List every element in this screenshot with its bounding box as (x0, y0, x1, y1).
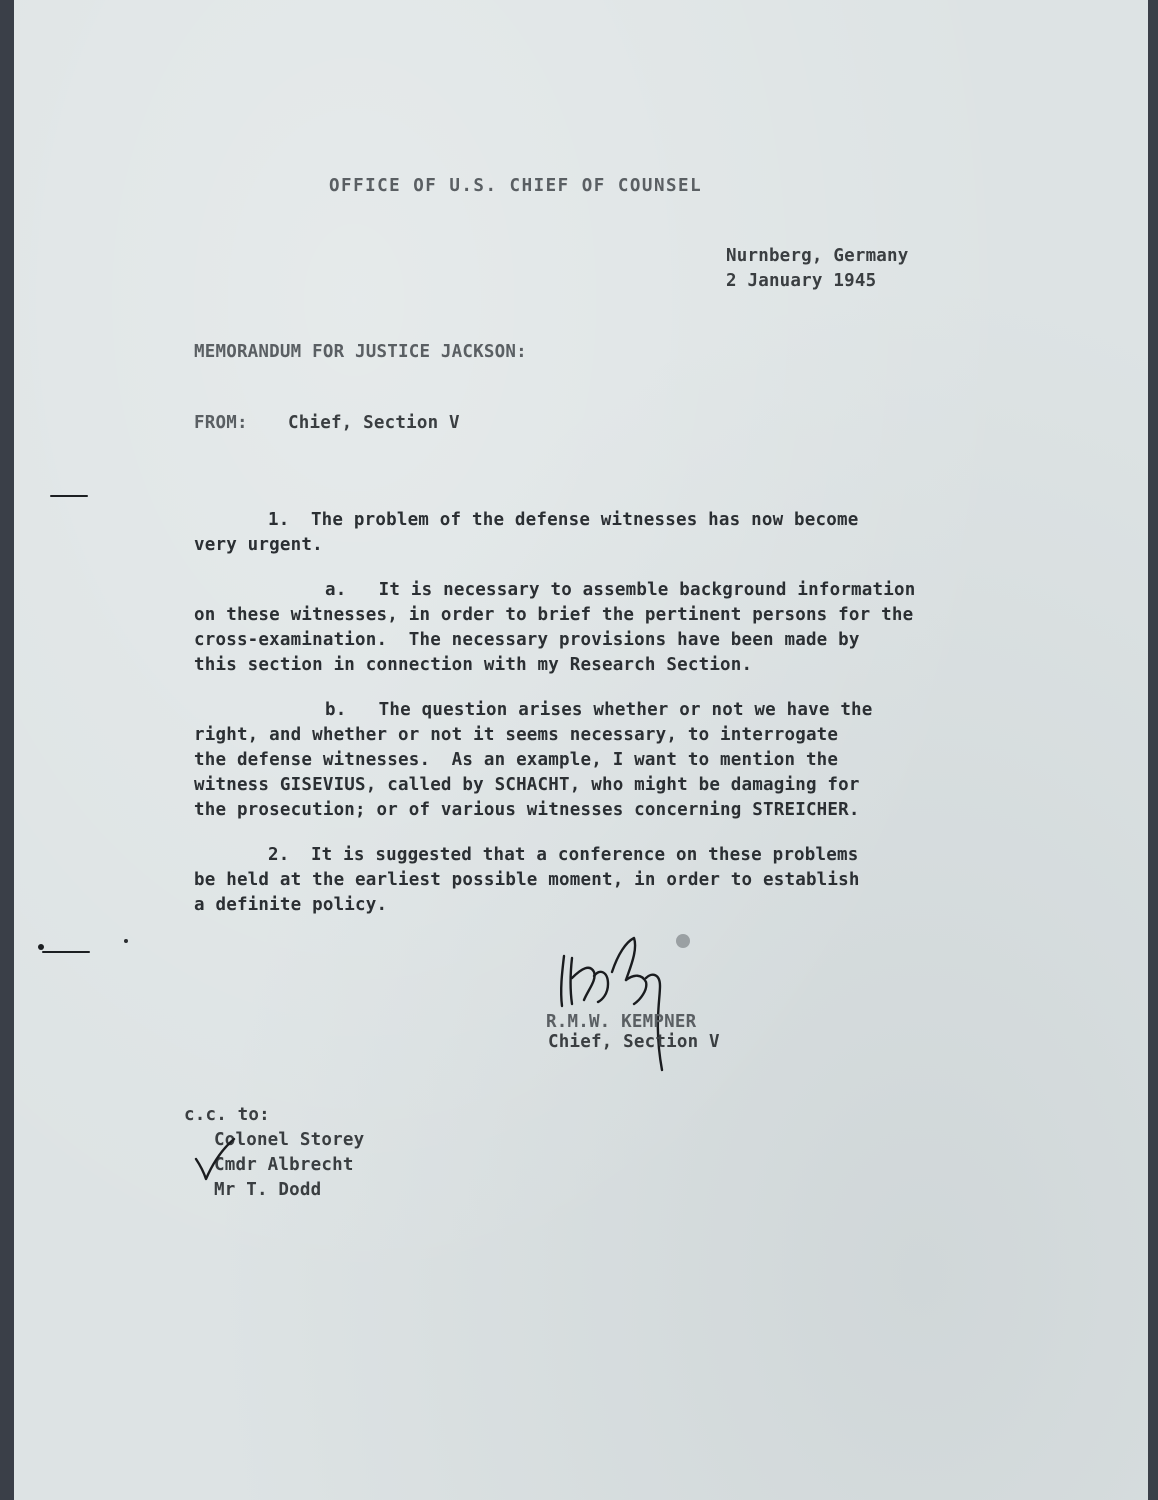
office-heading: OFFICE OF U.S. CHIEF OF COUNSEL (329, 176, 703, 196)
date-line: 2 January 1945 (726, 271, 877, 291)
para-b-line: witness GISEVIUS, called by SCHACHT, who might be damaging for (194, 775, 860, 795)
handwritten-signature (542, 928, 702, 1078)
signer-name: R.M.W. KEMPNER (546, 1012, 697, 1032)
para2-line: 2. It is suggested that a conference on these problems (268, 845, 859, 865)
memo-from-value: Chief, Section V (288, 413, 460, 433)
memo-to: MEMORANDUM FOR JUSTICE JACKSON: (194, 342, 527, 362)
margin-mark (50, 495, 88, 497)
cc-recipient: Mr T. Dodd (214, 1180, 322, 1200)
cc-recipient: Colonel Storey (214, 1130, 365, 1150)
margin-mark (42, 951, 90, 953)
document-page (14, 0, 1148, 1500)
memo-from-label: FROM: (194, 413, 248, 433)
para-a-line: cross-examination. The necessary provisions have been made by (194, 630, 860, 650)
para-a-line: a. It is necessary to assemble background information (325, 580, 916, 600)
margin-mark (124, 939, 128, 943)
margin-mark (38, 944, 44, 950)
check-mark-icon (190, 1135, 238, 1183)
para-b-line: right, and whether or not it seems necessary, to interrogate (194, 725, 839, 745)
para-a-line: on these witnesses, in order to brief the pertinent persons for the (194, 605, 914, 625)
para-a-line: this section in connection with my Research Section. (194, 655, 753, 675)
cc-recipient: Cmdr Albrecht (214, 1155, 354, 1175)
para-b-line: the prosecution; or of various witnesses concerning STREICHER. (194, 800, 860, 820)
signer-title: Chief, Section V (548, 1032, 720, 1052)
para1-line: very urgent. (194, 535, 323, 555)
cc-label: c.c. to: (184, 1105, 270, 1125)
para2-line: be held at the earliest possible moment, in order to establish (194, 870, 860, 890)
para-b-line: b. The question arises whether or not we have the (325, 700, 873, 720)
para2-line: a definite policy. (194, 895, 388, 915)
para-b-line: the defense witnesses. As an example, I want to mention the (194, 750, 839, 770)
place-line: Nurnberg, Germany (726, 246, 909, 266)
para1-line: 1. The problem of the defense witnesses has now become (268, 510, 859, 530)
